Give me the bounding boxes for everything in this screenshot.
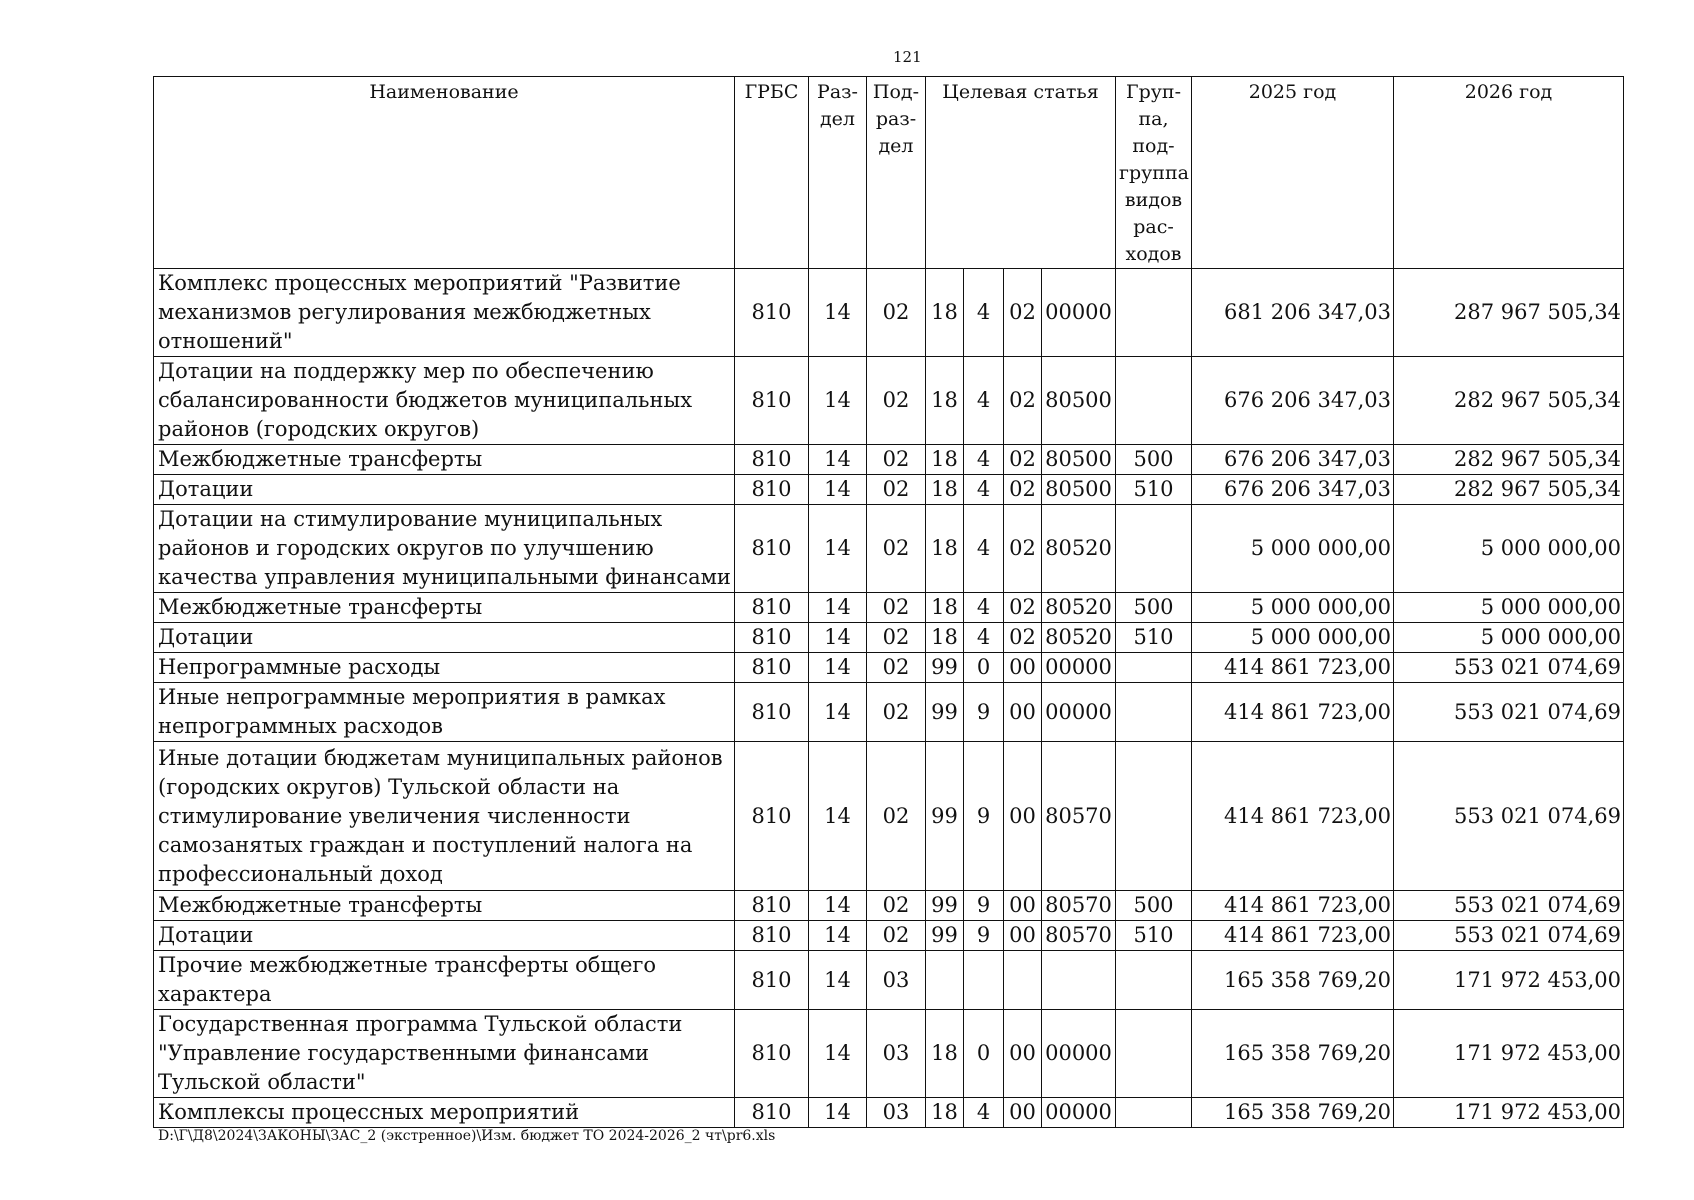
target-type-cell: 0: [964, 653, 1004, 683]
target-type-cell: 4: [964, 1098, 1004, 1128]
target-type-cell: 4: [964, 593, 1004, 623]
amount-2026: 553 021 074,69: [1394, 921, 1624, 951]
section-cell: 14: [809, 1098, 867, 1128]
target-direction-cell: 80570: [1042, 742, 1116, 891]
target-subprogram-cell: 02: [1004, 623, 1042, 653]
target-program-cell: 99: [926, 653, 964, 683]
grbs-cell: 810: [735, 357, 809, 445]
expense-group-cell: 510: [1116, 921, 1192, 951]
table-row: [154, 475, 1624, 505]
expense-group-cell: [1116, 683, 1192, 742]
target-type-cell: 4: [964, 357, 1004, 445]
subsection-cell: 02: [867, 921, 926, 951]
section-cell: 14: [809, 891, 867, 921]
target-direction-cell: 00000: [1042, 269, 1116, 357]
subsection-cell: 02: [867, 357, 926, 445]
expense-group-cell: [1116, 1010, 1192, 1098]
target-subprogram-cell: [1004, 951, 1042, 1010]
section-cell: 14: [809, 505, 867, 593]
section-cell: 14: [809, 683, 867, 742]
target-type-cell: 9: [964, 891, 1004, 921]
amount-2025: 414 861 723,00: [1192, 683, 1394, 742]
table-row: [154, 921, 1624, 951]
target-direction-cell: 80520: [1042, 623, 1116, 653]
target-type-cell: 4: [964, 445, 1004, 475]
target-subprogram-cell: 02: [1004, 475, 1042, 505]
target-program-cell: 18: [926, 357, 964, 445]
subsection-cell: 02: [867, 593, 926, 623]
target-subprogram-cell: 00: [1004, 1098, 1042, 1128]
header-2025: 2025 год: [1192, 77, 1394, 269]
expense-group-cell: [1116, 1098, 1192, 1128]
expense-group-cell: [1116, 653, 1192, 683]
target-direction-cell: 80570: [1042, 921, 1116, 951]
amount-2026: 282 967 505,34: [1394, 445, 1624, 475]
table-row: [154, 653, 1624, 683]
subsection-cell: 02: [867, 623, 926, 653]
grbs-cell: 810: [735, 951, 809, 1010]
target-subprogram-cell: 00: [1004, 1010, 1042, 1098]
amount-2025: 676 206 347,03: [1192, 445, 1394, 475]
grbs-cell: 810: [735, 593, 809, 623]
header-subsection: Под- раз- дел: [867, 77, 926, 269]
expense-group-cell: [1116, 269, 1192, 357]
amount-2025: 414 861 723,00: [1192, 891, 1394, 921]
row-name: Межбюджетные трансферты: [154, 891, 735, 921]
header-2026: 2026 год: [1394, 77, 1624, 269]
amount-2025: 5 000 000,00: [1192, 623, 1394, 653]
target-subprogram-cell: 00: [1004, 653, 1042, 683]
table-row: [154, 951, 1624, 1010]
amount-2026: 553 021 074,69: [1394, 653, 1624, 683]
row-name: Комплекс процессных мероприятий "Развитие механизмов регулирования межбюджетных отношений": [154, 269, 735, 357]
amount-2025: 676 206 347,03: [1192, 475, 1394, 505]
target-program-cell: 99: [926, 683, 964, 742]
grbs-cell: 810: [735, 921, 809, 951]
section-cell: 14: [809, 951, 867, 1010]
subsection-cell: 02: [867, 445, 926, 475]
table-row: [154, 445, 1624, 475]
row-name: Дотации: [154, 623, 735, 653]
amount-2026: 282 967 505,34: [1394, 475, 1624, 505]
target-direction-cell: 80500: [1042, 445, 1116, 475]
target-type-cell: 4: [964, 505, 1004, 593]
target-program-cell: 18: [926, 475, 964, 505]
subsection-cell: 03: [867, 1098, 926, 1128]
table-row: [154, 891, 1624, 921]
target-program-cell: 99: [926, 921, 964, 951]
grbs-cell: 810: [735, 445, 809, 475]
target-type-cell: 0: [964, 1010, 1004, 1098]
table-row: [154, 357, 1624, 445]
table-row: [154, 593, 1624, 623]
subsection-cell: 02: [867, 891, 926, 921]
target-type-cell: 9: [964, 683, 1004, 742]
row-name: Дотации на стимулирование муниципальных районов и городских округов по улучшению качества управления муниципальными финансами: [154, 505, 735, 593]
amount-2026: 287 967 505,34: [1394, 269, 1624, 357]
target-program-cell: 18: [926, 623, 964, 653]
table-row: [154, 742, 1624, 891]
amount-2025: 676 206 347,03: [1192, 357, 1394, 445]
target-subprogram-cell: 00: [1004, 683, 1042, 742]
target-direction-cell: 80520: [1042, 505, 1116, 593]
amount-2026: 5 000 000,00: [1394, 505, 1624, 593]
expense-group-cell: 500: [1116, 593, 1192, 623]
target-program-cell: 18: [926, 593, 964, 623]
table-row: [154, 1010, 1624, 1098]
section-cell: 14: [809, 742, 867, 891]
header-row: [154, 77, 1624, 269]
target-subprogram-cell: 02: [1004, 505, 1042, 593]
header-expense-group: Груп- па, под- группа видов рас- ходов: [1116, 77, 1192, 269]
row-name: Дотации на поддержку мер по обеспечению сбалансированности бюджетов муниципальных районов (городских округов): [154, 357, 735, 445]
amount-2025: 414 861 723,00: [1192, 742, 1394, 891]
grbs-cell: 810: [735, 653, 809, 683]
target-direction-cell: 80570: [1042, 891, 1116, 921]
page-number: 121: [893, 48, 922, 66]
amount-2026: 171 972 453,00: [1394, 1098, 1624, 1128]
budget-table: [153, 76, 1624, 1128]
target-subprogram-cell: 00: [1004, 742, 1042, 891]
expense-group-cell: [1116, 505, 1192, 593]
table-row: [154, 623, 1624, 653]
target-subprogram-cell: 00: [1004, 921, 1042, 951]
expense-group-cell: 510: [1116, 475, 1192, 505]
target-subprogram-cell: 02: [1004, 445, 1042, 475]
amount-2025: 681 206 347,03: [1192, 269, 1394, 357]
target-direction-cell: 80520: [1042, 593, 1116, 623]
target-program-cell: 18: [926, 505, 964, 593]
expense-group-cell: 500: [1116, 445, 1192, 475]
row-name: Дотации: [154, 475, 735, 505]
table-row: [154, 683, 1624, 742]
amount-2025: 414 861 723,00: [1192, 921, 1394, 951]
grbs-cell: 810: [735, 475, 809, 505]
header-section: Раз- дел: [809, 77, 867, 269]
target-subprogram-cell: 00: [1004, 891, 1042, 921]
header-target-article: Целевая статья: [926, 77, 1116, 269]
amount-2026: 553 021 074,69: [1394, 683, 1624, 742]
target-direction-cell: 80500: [1042, 475, 1116, 505]
row-name: Комплексы процессных мероприятий: [154, 1098, 735, 1128]
row-name: Иные непрограммные мероприятия в рамках непрограммных расходов: [154, 683, 735, 742]
section-cell: 14: [809, 921, 867, 951]
section-cell: 14: [809, 357, 867, 445]
amount-2026: 553 021 074,69: [1394, 742, 1624, 891]
table-row: [154, 505, 1624, 593]
file-path-footer: D:\Г\Д8\2024\ЗАКОНЫ\ЗАС_2 (экстренное)\Изм. бюджет ТО 2024-2026_2 чт\pr6.xls: [158, 1128, 776, 1144]
target-program-cell: 18: [926, 445, 964, 475]
target-type-cell: 4: [964, 623, 1004, 653]
expense-group-cell: [1116, 357, 1192, 445]
row-name: Прочие межбюджетные трансферты общего характера: [154, 951, 735, 1010]
grbs-cell: 810: [735, 742, 809, 891]
target-type-cell: 9: [964, 742, 1004, 891]
amount-2026: 282 967 505,34: [1394, 357, 1624, 445]
section-cell: 14: [809, 1010, 867, 1098]
target-subprogram-cell: 02: [1004, 269, 1042, 357]
target-direction-cell: 80500: [1042, 357, 1116, 445]
row-name: Межбюджетные трансферты: [154, 445, 735, 475]
expense-group-cell: 510: [1116, 623, 1192, 653]
subsection-cell: 02: [867, 742, 926, 891]
amount-2025: 165 358 769,20: [1192, 1010, 1394, 1098]
row-name: Межбюджетные трансферты: [154, 593, 735, 623]
subsection-cell: 02: [867, 475, 926, 505]
grbs-cell: 810: [735, 1010, 809, 1098]
expense-group-cell: [1116, 742, 1192, 891]
amount-2026: 171 972 453,00: [1394, 951, 1624, 1010]
target-type-cell: [964, 951, 1004, 1010]
header-grbs: ГРБС: [735, 77, 809, 269]
section-cell: 14: [809, 653, 867, 683]
amount-2025: 5 000 000,00: [1192, 593, 1394, 623]
grbs-cell: 810: [735, 505, 809, 593]
section-cell: 14: [809, 269, 867, 357]
target-direction-cell: 00000: [1042, 683, 1116, 742]
target-type-cell: 4: [964, 475, 1004, 505]
table-row: [154, 1098, 1624, 1128]
target-program-cell: 99: [926, 891, 964, 921]
subsection-cell: 03: [867, 1010, 926, 1098]
section-cell: 14: [809, 445, 867, 475]
section-cell: 14: [809, 475, 867, 505]
grbs-cell: 810: [735, 623, 809, 653]
section-cell: 14: [809, 593, 867, 623]
expense-group-cell: 500: [1116, 891, 1192, 921]
row-name: Иные дотации бюджетам муниципальных районов (городских округов) Тульской области на стимулирование увеличения численности самозанятых граждан и поступлений налога на профессиональный доход: [154, 742, 735, 891]
row-name: Непрограммные расходы: [154, 653, 735, 683]
amount-2025: 414 861 723,00: [1192, 653, 1394, 683]
target-direction-cell: 00000: [1042, 653, 1116, 683]
subsection-cell: 03: [867, 951, 926, 1010]
target-direction-cell: [1042, 951, 1116, 1010]
subsection-cell: 02: [867, 683, 926, 742]
grbs-cell: 810: [735, 891, 809, 921]
amount-2026: 5 000 000,00: [1394, 593, 1624, 623]
target-program-cell: 99: [926, 742, 964, 891]
target-program-cell: [926, 951, 964, 1010]
target-direction-cell: 00000: [1042, 1010, 1116, 1098]
grbs-cell: 810: [735, 1098, 809, 1128]
subsection-cell: 02: [867, 505, 926, 593]
amount-2025: 165 358 769,20: [1192, 951, 1394, 1010]
target-program-cell: 18: [926, 1010, 964, 1098]
target-subprogram-cell: 02: [1004, 357, 1042, 445]
target-direction-cell: 00000: [1042, 1098, 1116, 1128]
expense-group-cell: [1116, 951, 1192, 1010]
table-row: [154, 269, 1624, 357]
target-program-cell: 18: [926, 269, 964, 357]
subsection-cell: 02: [867, 653, 926, 683]
target-subprogram-cell: 02: [1004, 593, 1042, 623]
grbs-cell: 810: [735, 269, 809, 357]
row-name: Государственная программа Тульской области "Управление государственными финансами Тульской области": [154, 1010, 735, 1098]
amount-2026: 553 021 074,69: [1394, 891, 1624, 921]
header-name: Наименование: [154, 77, 735, 269]
row-name: Дотации: [154, 921, 735, 951]
grbs-cell: 810: [735, 683, 809, 742]
target-program-cell: 18: [926, 1098, 964, 1128]
amount-2026: 5 000 000,00: [1394, 623, 1624, 653]
target-type-cell: 4: [964, 269, 1004, 357]
target-type-cell: 9: [964, 921, 1004, 951]
subsection-cell: 02: [867, 269, 926, 357]
amount-2025: 5 000 000,00: [1192, 505, 1394, 593]
amount-2025: 165 358 769,20: [1192, 1098, 1394, 1128]
amount-2026: 171 972 453,00: [1394, 1010, 1624, 1098]
section-cell: 14: [809, 623, 867, 653]
